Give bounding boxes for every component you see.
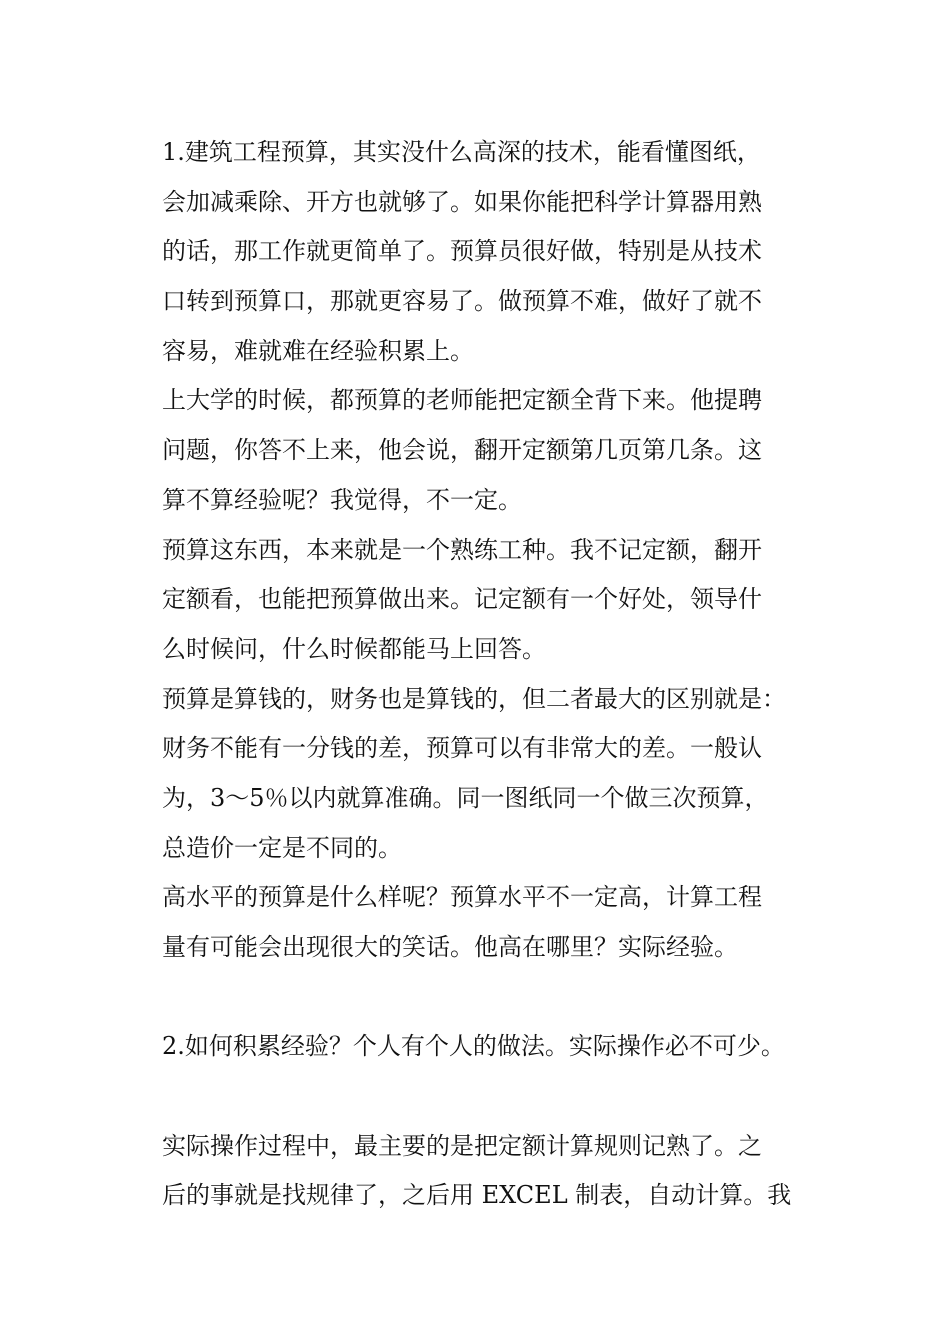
text-line: 口转到预算口，那就更容易了。做预算不难，做好了就不 — [162, 287, 762, 316]
blank-line — [162, 973, 808, 1023]
text-line: 总造价一定是不同的。 — [162, 833, 402, 862]
text-line: 么时候问，什么时候都能马上回答。 — [162, 634, 546, 663]
text-line: 问题，你答不上来，他会说，翻开定额第几页第几条。这 — [162, 436, 762, 465]
document-body — [162, 128, 808, 1221]
text-line: 的话，那工作就更简单了。预算员很好做，特别是从技术 — [162, 237, 762, 266]
text-line: 1.建筑工程预算，其实没什么高深的技术，能看懂图纸， — [162, 138, 761, 166]
text-line: 2.如何积累经验？个人有个人的做法。实际操作必不可少。 — [162, 1032, 785, 1061]
text-line: 算不算经验呢？我觉得，不一定。 — [162, 485, 522, 514]
blank-line — [162, 1072, 808, 1122]
text-line: 定额看，也能把预算做出来。记定额有一个好处，领导什 — [162, 585, 762, 614]
text-line: 为，3～5％以内就算准确。同一图纸同一个做三次预算， — [162, 783, 769, 812]
text-line: 高水平的预算是什么样呢？预算水平不一定高，计算工程 — [162, 883, 762, 912]
text-line: 上大学的时候，都预算的老师能把定额全背下来。他提聘 — [162, 386, 762, 415]
text-line: 量有可能会出现很大的笑话。他高在哪里？实际经验。 — [162, 933, 738, 961]
text-line: 财务不能有一分钱的差，预算可以有非常大的差。一般认 — [162, 734, 762, 763]
text-line: 预算是算钱的，财务也是算钱的，但二者最大的区别就是： — [162, 684, 786, 713]
text-line: 容易，难就难在经验积累上。 — [162, 336, 474, 365]
text-line: 会加减乘除、开方也就够了。如果你能把科学计算器用熟 — [162, 187, 762, 216]
text-line: 实际操作过程中，最主要的是把定额计算规则记熟了。之 — [162, 1131, 762, 1160]
text-line: 后的事就是找规律了，之后用 EXCEL 制表，自动计算。我 — [162, 1181, 792, 1210]
text-line: 预算这东西，本来就是一个熟练工种。我不记定额，翻开 — [162, 535, 762, 564]
